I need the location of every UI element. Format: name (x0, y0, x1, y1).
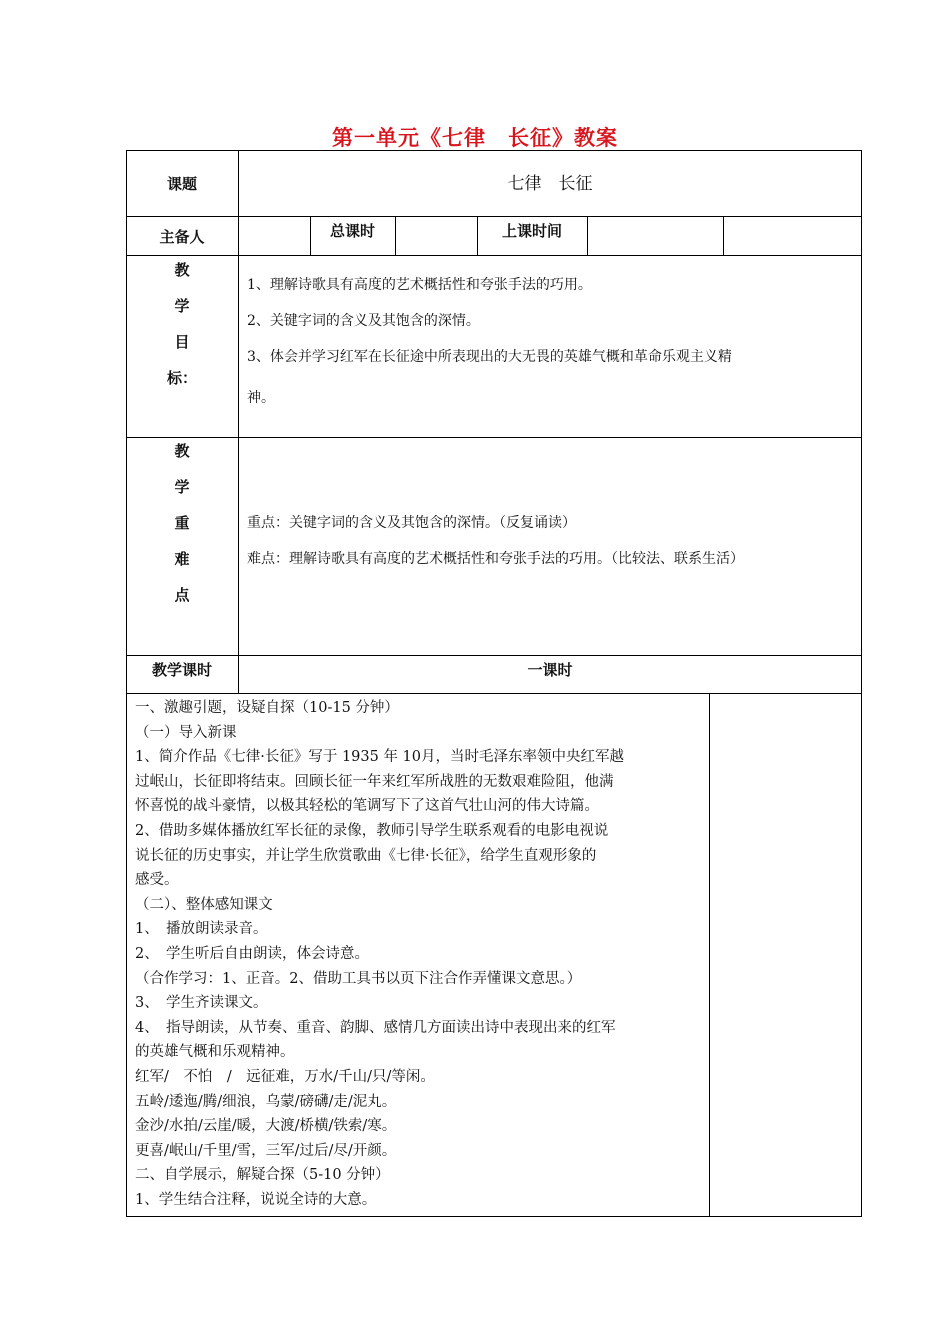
process-line: 金沙/水拍/云崖/暖，大渡/桥横/铁索/寒。 (135, 1118, 397, 1135)
process-line: 2、 学生听后自由朗读，体会诗意。 (135, 945, 369, 962)
process-line: （二）、整体感知课文 (135, 896, 273, 913)
process-line: （合作学习：1、正音。2、借助工具书以页下注合作弄懂课文意思。） (135, 970, 582, 987)
hours-value: 一课时 (527, 661, 573, 679)
objective-item: 2、关键字词的含义及其饱含的深情。 (247, 313, 480, 329)
process-line: 红军/ 不怕 / 远征难，万水/千山/只/等闲。 (135, 1068, 435, 1085)
process-line: 2、借助多媒体播放红军长征的录像，教师引导学生联系观看的电影电视说 (135, 822, 609, 839)
process-line: 1、学生结合注释，说说全诗的大意。 (135, 1191, 377, 1208)
document-title: 第一单元《七律 长征》教案 (332, 126, 618, 150)
key-points-label (162, 433, 202, 613)
teaching-process (135, 696, 705, 1212)
process-line: （一）导入新课 (135, 724, 237, 741)
key-points-label-char: 教 (174, 442, 190, 460)
key-points-label-char: 难 (174, 550, 190, 568)
process-line: 的英雄气概和乐观精神。 (135, 1044, 295, 1061)
process-line: 4、 指导朗读，从节奏、重音、韵脚、感情几方面读出诗中表现出来的红军 (135, 1019, 616, 1036)
objective-item: 神。 (247, 390, 275, 406)
owner-label: 主备人 (159, 228, 205, 246)
key-points-label-char: 学 (174, 478, 190, 496)
objective-item: 1、理解诗歌具有高度的艺术概括性和夸张手法的巧用。 (247, 277, 592, 293)
topic-value: 七律 长征 (507, 174, 593, 194)
hours-label: 教学课时 (151, 661, 212, 679)
process-line: 五岭/逶迤/腾/细浪，乌蒙/磅礴/走/泥丸。 (135, 1093, 397, 1110)
total-hours-label: 总课时 (329, 222, 375, 240)
objectives-label (162, 252, 202, 396)
key-points-label-char: 点 (174, 586, 190, 604)
process-line: 更喜/岷山/千里/雪，三军/过后/尽/开颜。 (135, 1142, 397, 1159)
process-line: 感受。 (135, 872, 179, 889)
objective-item: 3、体会并学习红军在长征途中所表现出的大无畏的英雄气概和革命乐观主义精 (247, 349, 732, 365)
process-line: 怀喜悦的战斗豪情，以极其轻松的笔调写下了这首气壮山河的伟大诗篇。 (135, 798, 599, 815)
process-line: 说长征的历史事实，并让学生欣赏歌曲《七律·长征》，给学生直观形象的 (135, 847, 597, 864)
class-time-label: 上课时间 (501, 222, 562, 240)
process-line: 二、自学展示，解疑合探（5-10 分钟） (135, 1167, 390, 1184)
process-line: 过岷山，长征即将结束。回顾长征一年来红军所战胜的无数艰难险阻，他满 (135, 773, 614, 790)
key-points-label-char: 重 (174, 514, 190, 532)
difficult-point-text: 难点：理解诗歌具有高度的艺术概括性和夸张手法的巧用。（比较法、联系生活） (247, 551, 744, 567)
process-line: 1、简介作品《七律·长征》写于 1935 年 10月，当时毛泽东率领中央红军越 (135, 749, 625, 766)
objectives-label-char: 标： (166, 369, 197, 387)
objectives-label-char: 目 (174, 333, 190, 351)
objectives-label-char: 学 (174, 297, 190, 315)
key-point-text: 重点：关键字词的含义及其饱含的深情。（反复诵读） (247, 515, 576, 531)
objectives-label-char: 教 (174, 261, 190, 279)
topic-label: 课题 (166, 175, 197, 193)
process-line: 一、激趣引题，设疑自探（10-15 分钟） (135, 700, 399, 716)
process-line: 3、 学生齐读课文。 (135, 995, 268, 1012)
process-line: 1、 播放朗读录音。 (135, 921, 268, 938)
